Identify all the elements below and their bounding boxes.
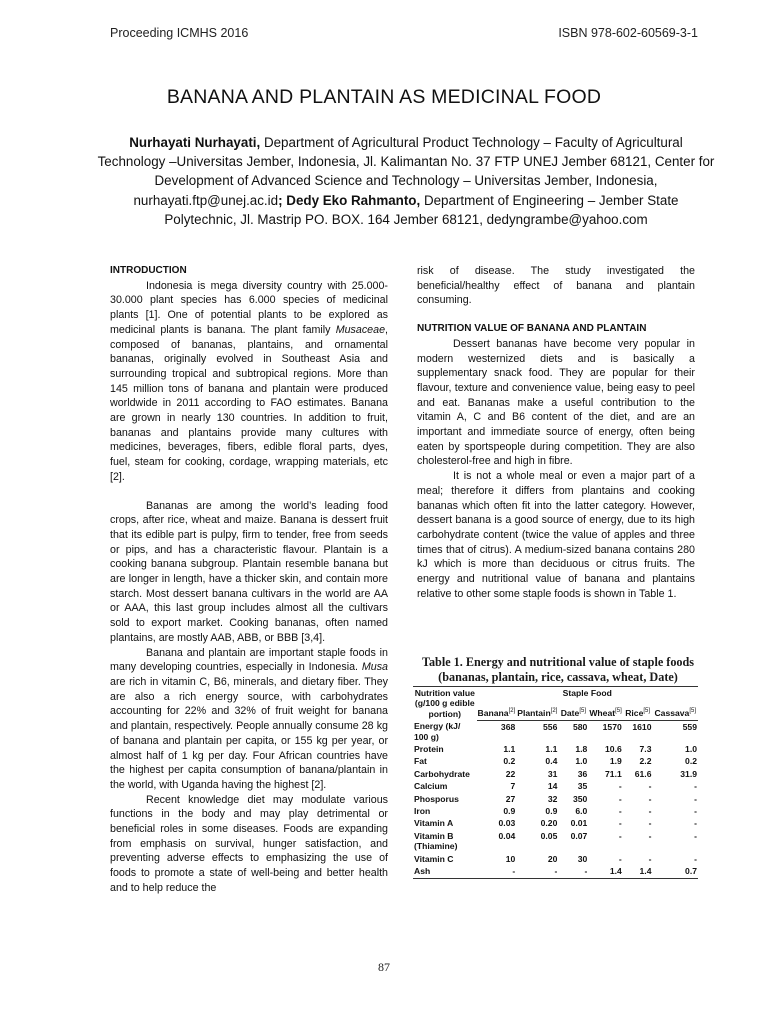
table-cell: 31.9: [680, 768, 697, 779]
table-row-label: Vitamin A: [414, 818, 454, 829]
table-row-label: Energy (kJ/ 100 g): [414, 721, 461, 742]
table-cell: -: [618, 818, 622, 829]
table-row: [413, 793, 698, 805]
author-affiliation-1: Department of Agricultural Product Technology – Faculty of Agricultural Technology –Universitas Jember, Indonesia, Jl. Kalimantan No. 37 FTP UNEJ Jember 68121, Center for Development of Advanced Science and Technology – Universitas Jember, Indonesia, nurhayati.ftp@unej.ac.id: [97, 135, 715, 208]
running-header-right: ISBN 978-602-60569-3-1: [558, 26, 698, 40]
table-row: [413, 865, 698, 878]
table-cell: 0.4: [545, 756, 558, 767]
table-cell: -: [694, 818, 697, 829]
running-header-left: Proceeding ICMHS 2016: [110, 26, 249, 40]
table-column-header: Wheat[5]: [588, 702, 622, 720]
table-cell: -: [694, 806, 697, 817]
table-cell: 556: [543, 721, 558, 732]
table-cell: 0.9: [503, 806, 516, 817]
table-row-label: Vitamin B (Thiamine): [414, 830, 458, 852]
table-cell: 27: [505, 793, 516, 804]
table-cell: 61.6: [634, 768, 652, 779]
intro-paragraph-1: Indonesia is mega diversity country with 25.000-30.000 plant species has 6.000 species of medicinal plants [1]. One of potential plants to be explored as medicinal plants is banana. The plant family Musaceae, composed of bananas, plantains, and ornamental bananas, originally evolved in Southeast Asia and surrounding tropical and subtropical regions. More than 145 million tons of banana and plantain were produced worldwide in 2011 according to FAO estimates. Banana are grown in nearly 130 countries. In addition to fruit, bananas and plantains provide many cultures with medicines, beverages, fibers, edible floral parts, dyes, fuel, steam for cooking, cordage, wrapping materials, etc [2].: [110, 279, 388, 483]
table-cell: 20: [547, 853, 558, 864]
table-cell: 350: [572, 793, 588, 804]
table-cell: -: [648, 818, 652, 829]
intro-paragraph-3: Banana and plantain are important staple foods in many developing countries, especially in Indonesia. Musa are rich in vitamin C, B6, minerals, and dietary fiber. They are also a rich energy source, with carbohydrates accounting for 22% and 32% of fruit weight for banana and plantain, respectively. People annually consume 28 kg of banana and plantain per capita, or 155 kg per year, or almost half of 1 kg per day. Four African countries have the highest per capita consumption of banana/plantain in the world, with Uganda having the highest [2].: [110, 646, 388, 791]
table-row-label: Phosporus: [414, 793, 459, 804]
table-cell: 1.1: [545, 744, 558, 755]
nutrition-paragraph-2: It is not a whole meal or even a major part of a meal; therefore it differs from plantains and cooking bananas which often fit into the latter category. However, dessert banana is a good source of energy, due to its high carbohydrate content (twice the value of apples and three times that of citrus). A medium-sized banana contains 280 kJ which is more than deciduous or citrus fruits. The energy and nutritional value of banana and plantains relative to other some staple foods is shown in Table 1.: [417, 470, 695, 600]
table-cell: 0.7: [652, 865, 698, 878]
table-cell: -: [516, 865, 558, 878]
table-cell: -: [477, 865, 517, 878]
author-name-1: Nurhayati Nurhayati,: [129, 135, 261, 150]
table-cell: 0.03: [498, 818, 516, 829]
table-cell: 1.0: [685, 744, 697, 755]
author-block: [96, 133, 716, 229]
table-cell: 0.9: [545, 806, 558, 817]
table-cell: 559: [682, 721, 697, 732]
table-cell: 1.0: [575, 756, 588, 767]
table-row: [413, 805, 698, 817]
table-cell: 0.01: [570, 818, 588, 829]
section-heading-nutrition: NUTRITION VALUE OF BANANA AND PLANTAIN: [417, 323, 647, 335]
table-row-label: Calcium: [414, 781, 448, 792]
table-cell: 10.6: [605, 744, 622, 755]
table-column-header: Plantain[2]: [516, 702, 558, 720]
nutrition-table: [413, 686, 698, 879]
table-row: [413, 720, 698, 743]
table-cell: -: [558, 865, 588, 878]
table-cell: -: [694, 830, 697, 841]
table-column-header: Cassava[5]: [652, 702, 698, 720]
table-cell: 1.4: [588, 865, 622, 878]
table-row-label: Protein: [414, 744, 444, 755]
table-cell: 36: [577, 768, 588, 779]
table-cell: -: [648, 853, 652, 864]
table-cell: 1.8: [575, 744, 588, 755]
table-row-label: Ash: [413, 865, 477, 878]
table-cell: -: [648, 793, 652, 804]
table-row: [413, 853, 698, 865]
table-cell: -: [694, 793, 697, 804]
paper-title: BANANA AND PLANTAIN AS MEDICINAL FOOD: [166, 86, 602, 108]
table-cell: 2.2: [639, 756, 652, 767]
author-affiliation-2: Department of Engineering – Jember State Polytechnic, Jl. Mastrip PO. BOX. 164 Jember 68121, dedyngrambe@yahoo.com: [164, 192, 679, 227]
table-cell: 1610: [632, 721, 652, 732]
table-cell: 0.07: [570, 830, 588, 841]
table-cell: 6.0: [575, 806, 588, 817]
table-row: [413, 743, 698, 755]
table-row: [413, 768, 698, 780]
table-cell: -: [618, 806, 622, 817]
table-column-header: Date[5]: [558, 702, 588, 720]
page-number: 87: [378, 960, 390, 974]
table-corner-header: Nutrition value (g/100 g edible portion): [414, 688, 475, 719]
table-cell: 1570: [602, 721, 622, 732]
section-heading-introduction: INTRODUCTION: [110, 265, 187, 276]
right-column: [417, 264, 695, 601]
table-cell: 0.04: [498, 830, 516, 841]
author-name-2: ; Dedy Eko Rahmanto,: [278, 192, 421, 208]
table-cell: -: [618, 781, 622, 792]
table-column-header: Rice[5]: [623, 702, 653, 720]
table-group-header: Staple Food: [477, 687, 698, 703]
table-cell: -: [648, 781, 652, 792]
table-cell: -: [618, 830, 622, 841]
table-cell: 32: [547, 793, 558, 804]
table-cell: 14: [547, 781, 558, 792]
intro-paragraph-2: Bananas are among the world’s leading food crops, after rice, wheat and maize. Banana is dessert fruit that its edible part is pulpy, firm to tender, free from seeds or pips, and has a characteristic flavour. Plantain is a cooking banana subgroup. Plantain resemble banana but are longer in length, have a thicker skin, and contain more starch. Most dessert banana cultivars in the world are AA or AAA, this last group includes almost all the cultivars sold to export market. Cooking bananas, often named plantains, are mostly AAB, ABB, or BBB [3,4].: [110, 499, 388, 644]
table-cell: -: [694, 781, 697, 792]
table-cell: 0.05: [540, 830, 558, 841]
table-cell: -: [618, 853, 622, 864]
intro-paragraph-4: Recent knowledge diet may modulate various functions in the body and may play detrimental or beneficial roles in some diseases. Foods are expanding from emphasis on survival, hunger satisfaction, and preventing adverse effects to emphasizing the use of foods to promote a state of well-being and better health and to help reduce the: [110, 793, 388, 894]
table-row: [413, 755, 698, 767]
table-cell: 1.9: [609, 756, 622, 767]
table-row: [413, 817, 698, 829]
table-cell: 1.1: [503, 744, 516, 755]
table-row-label: Fat: [414, 756, 427, 767]
table-row-label: Vitamin C: [414, 853, 454, 864]
table-cell: 580: [572, 721, 588, 732]
table-row: [413, 780, 698, 792]
table-cell: 1.4: [623, 865, 653, 878]
table-cell: 0.2: [685, 756, 697, 767]
table-row-label: Iron: [414, 806, 431, 817]
table-row: [413, 830, 698, 853]
table-cell: 31: [547, 768, 558, 779]
table-cell: -: [694, 853, 697, 864]
table-column-header: Banana[2]: [477, 702, 517, 720]
table-cell: -: [618, 793, 622, 804]
nutrition-paragraph-1: Dessert bananas have become very popular in modern westernized diets and is basically a supplementary snack food. They are popular for their flavour, texture and convenience value, being easy to peel and eat. Bananas make a useful contribution to the vitamin A, C and B6 content of the diet, and are an important and immediate source of energy, often being eaten by sportspeople during competition. They are also cholesterol-free and high in fibre.: [417, 337, 695, 468]
table-cell: 7.3: [639, 744, 652, 755]
table-cell: -: [648, 830, 652, 841]
table-cell: 7: [510, 781, 516, 792]
table-row-label: Carbohydrate: [414, 768, 470, 779]
table-caption: Table 1. Energy and nutritional value of staple foods (bananas, plantain, rice, cassava, wheat, Date): [421, 655, 695, 684]
table-cell: 0.20: [540, 818, 558, 829]
table-cell: 71.1: [605, 768, 622, 779]
table-cell: 10: [505, 853, 516, 864]
table-cell: 0.2: [503, 756, 516, 767]
table-cell: 35: [577, 781, 588, 792]
table-cell: 22: [505, 768, 516, 779]
left-column: [110, 264, 388, 896]
table-cell: -: [648, 806, 652, 817]
table-cell: 368: [500, 721, 516, 732]
intro-paragraph-continued: risk of disease. The study investigated the beneficial/healthy effect of banana and plantain consuming.: [417, 265, 695, 307]
table-cell: 30: [577, 853, 588, 864]
